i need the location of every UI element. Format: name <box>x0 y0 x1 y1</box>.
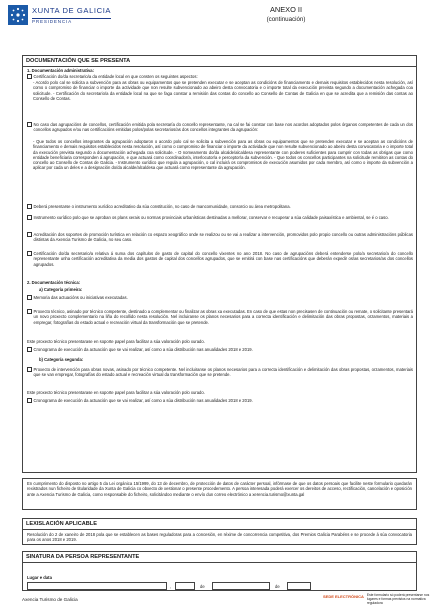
item-label: No caso das agrupacións de concellos, certificación emitida pola secretaría do concello representante, na cal se fai constar con base nos acordos adoptados polos órganos competentes de cada un dos concellos agrupados e/ou nas certificacións emitidas polos/polas secretarios/as dos concellos integrantes da agrupación: <box>33 122 413 133</box>
documentation-box <box>22 55 417 473</box>
item-label: Certificación do/da secretario/a da entidade local en que consten os seguintes aspectos: <box>33 74 198 79</box>
signature-title: SINATURA DA PERSOA REPRESENTANTE <box>23 552 416 563</box>
checkbox[interactable] <box>27 347 32 352</box>
signature-box <box>22 551 417 591</box>
support-note: Este proxecto técnico presentarase en soporte papel para facilitar a súa valoración polo xurado. <box>27 339 205 344</box>
item-grouping-details: - Que todos os concellos integrantes da agrupación adoptaron o acordo polo cal se solicita a subvención para as obras ou equipamentos que se pretenden executar e se aceptan as condicións de financiamento e demais requisitos establecidos nesta resolución, así como o compromiso de financiar o importe da actividade que non resulte subvencionado ao abeiro desta convocatoria e o importe total da execución prevista segundo a documentación achegada coa solicitude. - O nomeamento do/da alcalde/alcaldesa representante con poderes suficientes para cumprir con todas as obrigas que como entidade beneficiaria corresponden á agrupación, e que actuará como coordinador/a, interlocutor/a e perceptor/a da subvención. - Que todos os concellos participantes na solicitude remitiron as contas do concello ao Consello de Contas de Galicia. - Instrumento xurídico que regula a agrupación, o cal incluirá os compromisos de execución asumidos por cada membro, así como o importe da subvención a aplicar por cada un deles e a designación do/da alcalde/alcaldesa que actuará como representante da agrupación. <box>33 139 413 171</box>
checkbox[interactable] <box>27 232 32 237</box>
item-label: Instrumento xurídico polo que se aproban os plans xerais ou normas provinciais urbanísticas destinadas a mellorar, conservar e recuperar a súa calidade paisaxística e ambiental, se é o caso. <box>33 215 389 220</box>
checkbox[interactable] <box>27 215 32 220</box>
section1-heading: 1. Documentación administrativa: <box>27 68 95 73</box>
checklist-item-memory <box>27 295 413 300</box>
item-label: Certificación do/da secretario/a relativa á suma dos capítulos de gasto de capital do concello vixentes no ano 2018. No caso de agrupacións deberá entenderse polo/a secretario/a do concello representante unha certificación acreditativa da media dos gastos de capital dos concellos agrupados, que se emitirá con base nas certificacións que deberán expedir os/as secretarios/as dos concellos agrupados. <box>33 251 413 267</box>
sede-electronica-logo: SEDE ELECTRÓNICA <box>323 594 364 599</box>
legislation-title: LEXISLACIÓN APLICABLE <box>23 519 416 530</box>
xunta-emblem-icon <box>8 5 28 25</box>
item-label: Memoria das actuacións ou iniciativas executadas. <box>33 295 128 300</box>
logo-name: XUNTA DE GALICIA <box>32 6 112 15</box>
annex-subtitle: (continuación) <box>266 16 306 23</box>
section2-heading: 2. Documentación técnica: <box>27 280 81 285</box>
checklist-item-grouping <box>27 122 413 133</box>
de-label-1: de <box>200 584 205 589</box>
checklist-item-schedule-b <box>27 398 413 403</box>
header <box>8 5 432 45</box>
category-b-heading: b) Categoría segunda: <box>39 357 84 362</box>
annex-title: ANEXO II <box>269 5 303 14</box>
item-label: Acreditación dos soportes de promoción turística en relación co espazo xeográfico onde se realizou ou se vai a realizar a intervención, promovidos polo propio concello ou outras administracións públicas distintas da Axencia Turismo de Galicia, no seu caso. <box>33 232 413 243</box>
checkbox[interactable] <box>27 74 32 79</box>
privacy-box <box>22 478 417 510</box>
place-field[interactable] <box>27 582 167 590</box>
checklist-item-secretary <box>27 251 413 267</box>
checkbox[interactable] <box>27 122 32 127</box>
annex-heading <box>256 5 316 23</box>
xunta-logo <box>8 5 111 25</box>
documentation-title: DOCUMENTACIÓN QUE SE PRESENTA <box>23 56 416 67</box>
item-label: Cronograma de execución da actuación que se vai realizar, así como a súa distribución nas anualidades 2018 e 2019. <box>33 398 253 403</box>
place-date-label: Lugar e data <box>27 575 52 580</box>
checkbox[interactable] <box>27 309 32 314</box>
year-field[interactable] <box>287 582 311 590</box>
checklist-item-project-b <box>27 367 413 378</box>
checklist-item-project <box>27 309 413 325</box>
legislation-box <box>22 518 417 545</box>
item-label: Deberá presentarse o instrumento xurídico acreditativo da súa constitución, no caso de mancomunidade, consorcio ou área metropolitana. <box>33 204 291 209</box>
checklist-item-accreditation <box>27 232 413 243</box>
comma-separator: , <box>170 584 172 589</box>
logo-subtitle: PRESIDENCIA <box>32 18 111 25</box>
checklist-item-urban <box>27 215 413 220</box>
checkbox[interactable] <box>27 295 32 300</box>
category-a-heading: a) Categoría primeira: <box>39 287 83 292</box>
footer-note: Este formulario só poderá presentarse nos lugares e formas previstos na normativa reguladora <box>366 593 430 605</box>
checkbox[interactable] <box>27 204 32 209</box>
checklist-item-instrument <box>27 204 413 209</box>
item-label: Cronograma de execución da actuación que se vai realizar, así como a súa distribución nas anualidades 2018 e 2019. <box>33 347 253 352</box>
footer-agency: Axencia Turismo de Galicia <box>22 597 78 602</box>
support-note-b: Este proxecto técnico presentarase en soporte papel para facilitar a súa valoración polo xurado. <box>27 390 205 395</box>
item-label: Proxecto técnico, asinado por técnico competente, destinado a complementar ou finalizar as obras xa executadas. En caso de que estas non precisasen de continuación ou remate, o solicitante presentará un novo proxecto complementario na liña do recollido nesta resolución. Nel incluiranse os planos necesarios para a correcta identificación e delimitación das obras propostas, orzamentos, materiais a empregar, fotografías do estado actual e recreación virtual da transformación que se pretende. <box>33 309 413 325</box>
checkbox[interactable] <box>27 398 32 403</box>
item-label: Proxecto de intervención para obras novas, asinado por técnico competente. Nel incluiranse os planos necesarios para a correcta identificación e delimitación das obras propostas, orzamentos, materiais que se van empregar, fotografías do estado actual e recreación virtual da transformación que se pretende. <box>33 367 413 378</box>
item-cert1-details: - Acordo polo cal se solicita a subvención para as obras ou equipamentos que se pretenden executar e se aceptan as condicións de financiamento e demais requisitos establecidos nesta resolución, así como o compromiso de financiar o importe da actividade que non resulte subvencionado ao abeiro desta convocatoria e o importe total da execución prevista segundo a documentación achegada coa solicitude. - Certificación do secretario/a da entidade local na que se faga constar a remisión das contas do concello ao Consello de Contas de Galicia en que se acredita que a remisión das contas ao Consello de Contas. <box>33 80 413 101</box>
de-label-2: de <box>275 584 280 589</box>
footer-right <box>323 594 435 606</box>
month-field[interactable] <box>212 582 270 590</box>
privacy-text: En cumprimento do disposto no artigo 5 da Lei orgánica 15/1999, do 13 de decembro, de protección de datos de carácter persoal, infórmase de que os datos persoais que facilite neste formulario quedarán rexistrados nun ficheiro de titularidade da Xunta de Galicia co obxecto de xestionar o presente procedemento. A persoa interesada poderá exercer os dereitos de acceso, rectificación, cancelación e oposición ante a Axencia Turismo de Galicia, como responsable do ficheiro, solicitándoo mediante o envío dun correo electrónico a xerencia.turismo@xunta.gal <box>27 481 412 497</box>
checklist-item-cert1 <box>27 74 413 79</box>
checklist-item-schedule <box>27 347 413 352</box>
checkbox[interactable] <box>27 367 32 372</box>
legislation-text: Resolución do 2 de xaneiro de 2018 pola que se establecen as bases reguladoras para a concesión, en réxime de concorrencia competitiva, dos Premios Galicia Parabéns e se procede á súa convocatoria para os anos 2018 e 2019. <box>27 532 412 543</box>
checkbox[interactable] <box>27 251 32 256</box>
day-field[interactable] <box>175 582 195 590</box>
